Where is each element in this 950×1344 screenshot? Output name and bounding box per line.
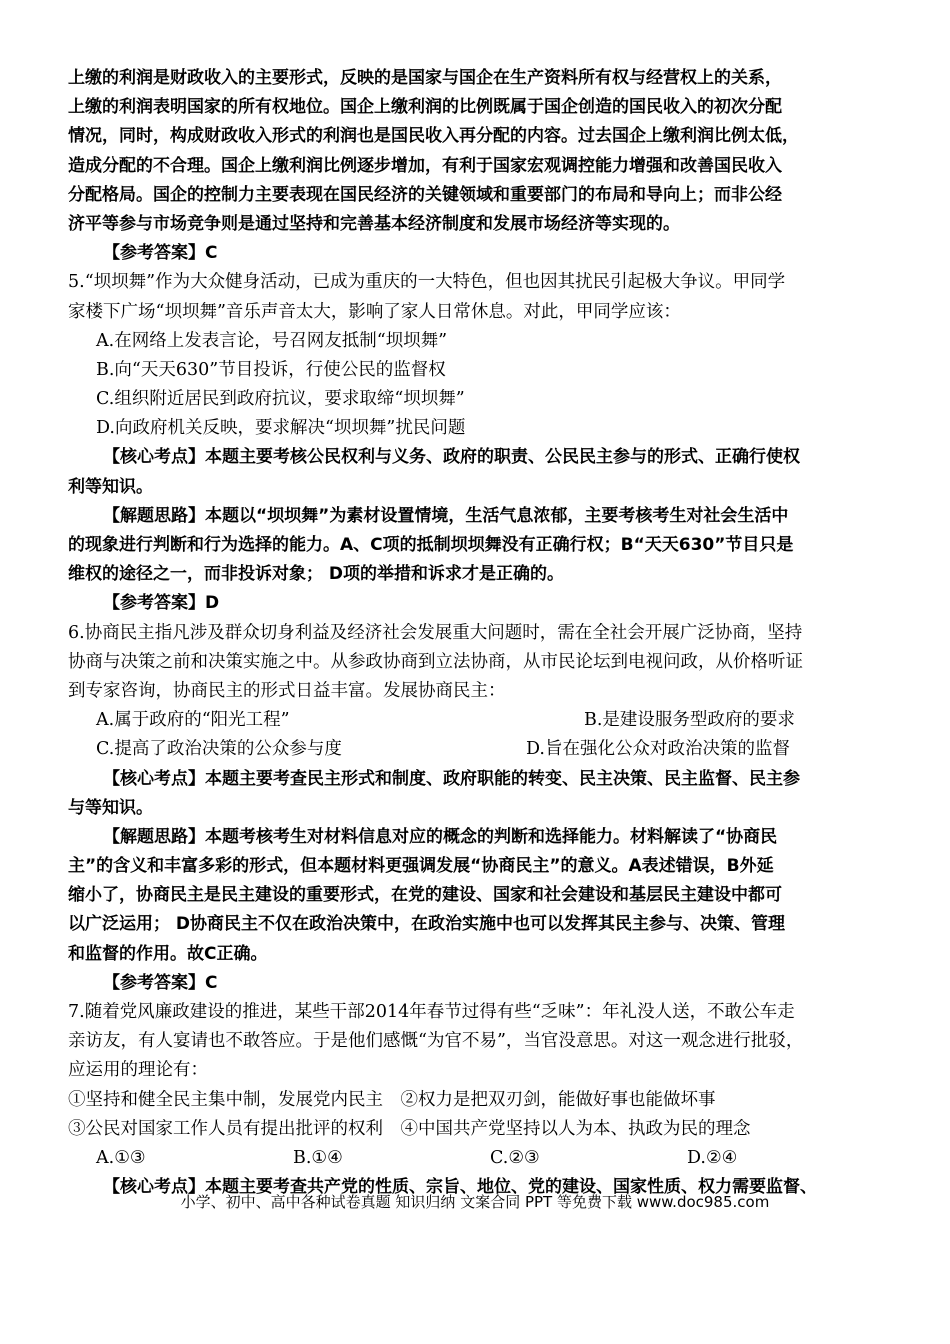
answer-line: 【参考答案】D <box>103 593 220 614</box>
core-point: 【核心考点】本题主要考查民主形式和制度、政府职能的转变、民主决策、民主监督、民主参 <box>103 768 800 789</box>
option-c: C.组织附近居民到政府抗议，要求取缔“坝坝舞” <box>96 389 465 410</box>
solution-idea: 【解题思路】本题以“坝坝舞”为素材设置情境，生活气息浓郁，主要考核考生对社会生活中 <box>103 505 789 526</box>
solution-idea: 主”的含义和丰富多彩的形式，但本题材料更强调发展“协商民主”的意义。A表述错误，B外延 <box>68 856 774 877</box>
option-a: A.在网络上发表言论，号召网友抵制“坝坝舞” <box>96 330 448 351</box>
option-d: D.旨在强化公众对政治决策的监督 <box>526 739 790 760</box>
statement-items: ③公民对国家工作人员有提出批评的权利 ④中国共产党坚持以人为本、执政为民的理念 <box>68 1118 751 1139</box>
option-d: D.②④ <box>687 1147 738 1168</box>
answer-line: 【参考答案】C <box>103 243 218 264</box>
option-a: A.属于政府的“阳光工程” <box>96 710 290 731</box>
solution-idea: 和监督的作用。故C正确。 <box>68 943 268 964</box>
document-page <box>68 64 884 1202</box>
question-stem: 协商与决策之前和决策实施之中。从参政协商到立法协商，从市民论坛到电视问政，从价格听证 <box>68 651 803 672</box>
question-stem: 6.协商民主指凡涉及群众切身利益及经济社会发展重大问题时，需在全社会开展广泛协商，坚持 <box>68 622 803 643</box>
option-d: D.向政府机关反映，要求解决“坝坝舞”扰民问题 <box>96 418 466 439</box>
option-row <box>68 735 884 764</box>
text-line: 情况，同时，构成财政收入形式的利润也是国民收入再分配的内容。过去国企上缴利润比例太低， <box>68 126 799 147</box>
option-a: A.①③ <box>96 1147 146 1168</box>
option-c: C.②③ <box>490 1147 540 1168</box>
option-row <box>68 706 884 735</box>
question-stem: 亲访友，有人宴请也不敢答应。于是他们感慨“为官不易”，当官没意思。对这一观念进行批驳， <box>68 1031 804 1052</box>
solution-idea: 【解题思路】本题考核考生对材料信息对应的概念的判断和选择能力。材料解读了“协商民 <box>103 826 778 847</box>
solution-idea: 以广泛运用； D协商民主不仅在政治决策中，在政治实施中也可以发挥其民主参与、决策、管理 <box>68 914 786 935</box>
statement-items: ①坚持和健全民主集中制，发展党内民主 ②权力是把双刃剑，能做好事也能做坏事 <box>68 1089 716 1110</box>
option-row <box>68 1144 884 1173</box>
page-footer: 小学、初中、高中各种试卷真题 知识归纳 文案合同 PPT 等免费下载 www.doc985.com <box>180 1193 770 1211</box>
core-point: 【核心考点】本题主要考核公民权利与义务、政府的职责、公民民主参与的形式、正确行使权 <box>103 447 800 468</box>
option-b: B.向“天天630”节目投诉，行使公民的监督权 <box>96 359 446 380</box>
text-line: 上缴的利润是财政收入的主要形式，反映的是国家与国企在生产资料所有权与经营权上的关系， <box>68 68 782 88</box>
question-stem: 5.“坝坝舞”作为大众健身活动，已成为重庆的一大特色，但也因其扰民引起极大争议。甲同学 <box>68 272 786 293</box>
text-line: 分配格局。国企的控制力主要表现在国民经济的关键领域和重要部门的布局和导向上；而非公经 <box>68 184 782 205</box>
core-point: 利等知识。 <box>68 476 153 497</box>
option-b: B.①④ <box>293 1147 343 1168</box>
question-stem: 7.随着党风廉政建设的推进，某些干部2014年春节过得有些“乏味”：年礼没人送，不敢公车走 <box>68 1002 795 1022</box>
option-b: B.是建设服务型政府的要求 <box>584 710 795 731</box>
text-line: 上缴的利润表明国家的所有权地位。国企上缴利润的比例既属于国企创造的国民收入的初次分配 <box>68 97 782 118</box>
question-stem: 家楼下广场“坝坝舞”音乐声音太大，影响了家人日常休息。对此，甲同学应该： <box>68 301 681 322</box>
text-line: 造成分配的不合理。国企上缴利润比例逐步增加，有利于国家宏观调控能力增强和改善国民收入 <box>68 155 782 176</box>
text-line: 济平等参与市场竞争则是通过坚持和完善基本经济制度和发展市场经济等实现的。 <box>68 213 680 234</box>
question-stem: 应运用的理论有： <box>68 1060 208 1081</box>
core-point: 【核心考点】本题主要考查共产党的性质、宗旨、地位、党的建设、国家性质、权力需要监督、 <box>103 1177 817 1198</box>
solution-idea: 的现象进行判断和行为选择的能力。A、C项的抵制坝坝舞没有正确行权；B“天天630”节目只是 <box>68 535 794 555</box>
solution-idea: 维权的途径之一，而非投诉对象； D项的举措和诉求才是正确的。 <box>68 564 565 585</box>
option-c: C.提高了政治决策的公众参与度 <box>96 739 342 760</box>
answer-line: 【参考答案】C <box>103 972 218 993</box>
core-point: 与等知识。 <box>68 797 153 818</box>
question-stem: 到专家咨询，协商民主的形式日益丰富。发展协商民主： <box>68 680 506 701</box>
solution-idea: 缩小了，协商民主是民主建设的重要形式，在党的建设、国家和社会建设和基层民主建设中都可 <box>68 885 782 906</box>
